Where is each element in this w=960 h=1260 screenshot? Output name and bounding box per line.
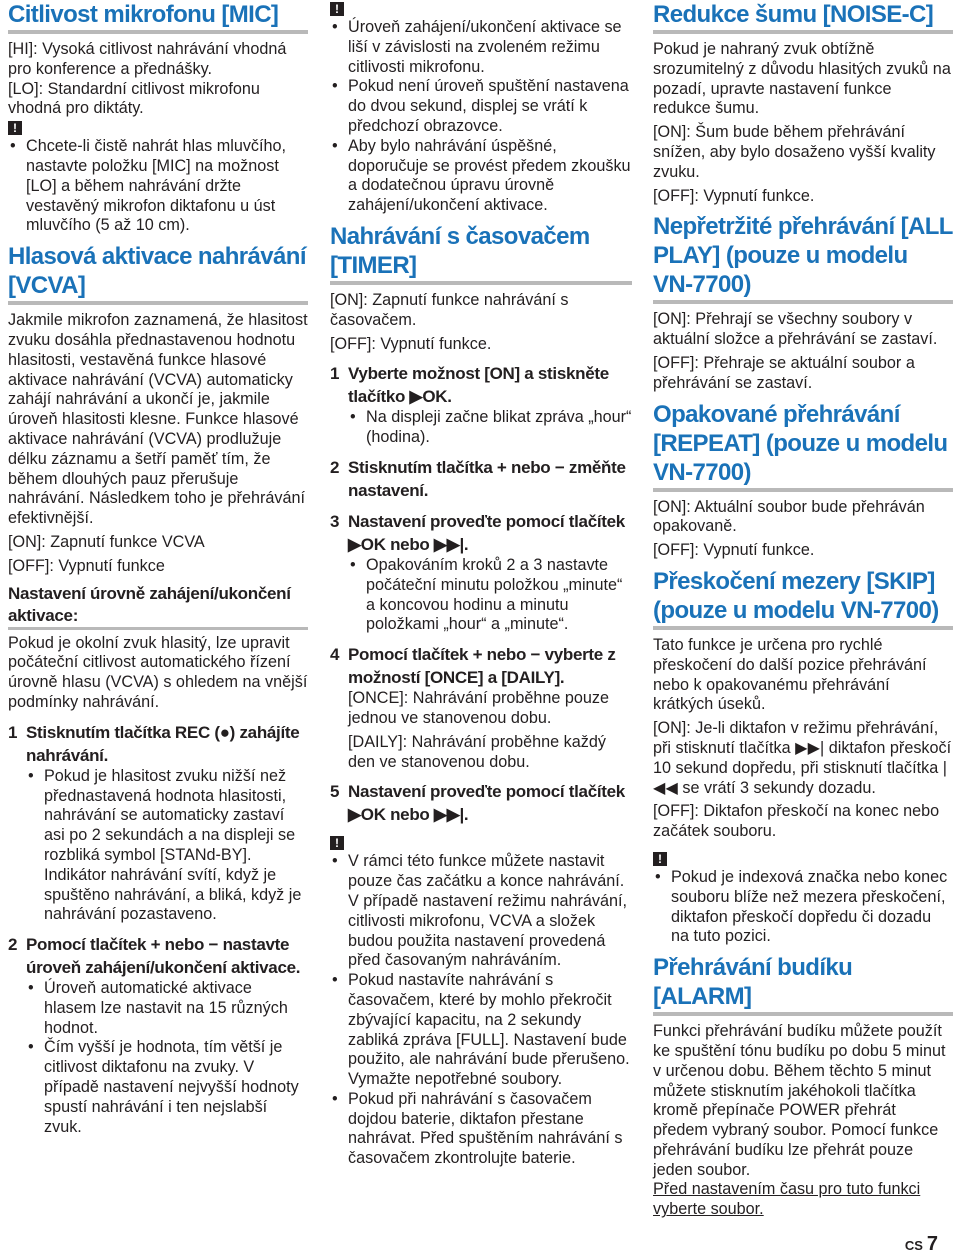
paragraph: [ON]: Zapnutí funkce VCVA [8, 532, 205, 551]
section-title-mic: Citlivost mikrofonu [MIC] [8, 1, 279, 28]
paragraph: [ON]: Aktuální soubor bude přehráván opakovaně. [653, 497, 925, 536]
title-rule [8, 301, 308, 305]
section-title-allplay: Nepřetržité přehrávání [ALL PLAY] (pouze u modelu VN-7700) [653, 213, 953, 299]
paragraph: [OFF]: Vypnutí funkce. [653, 541, 815, 560]
list-item: • Úroveň automatické aktivace hlasem lze nastavit na 15 různých hodnot. [26, 979, 308, 1038]
step-text: Vyberte možnost [ON] a stiskněte tlačítko ▶OK. [348, 364, 609, 407]
paragraph: [OFF]: Přehraje se aktuální soubor a přehrávání se zastaví. [653, 353, 915, 392]
step-number: 1 [330, 364, 340, 384]
step-notes [330, 556, 632, 635]
title-rule [8, 30, 308, 34]
section-title-noise: Redukce šumu [NOISE-C] [653, 1, 934, 28]
step-number: 5 [330, 782, 340, 802]
paragraph: [ONCE]: Nahrávání proběhne pouze jednou ve stanovenou dobu. [348, 689, 609, 727]
step-number: 2 [8, 935, 18, 955]
title-rule [653, 488, 953, 492]
paragraph: [DAILY]: Nahrávání proběhne každý den ve stanovenou dobu. [348, 732, 606, 771]
paragraph [653, 1180, 953, 1220]
step [8, 933, 308, 979]
step-text: Nastavení proveďte pomocí tlačítek ▶OK nebo ▶▶|. [348, 782, 625, 825]
step [8, 721, 308, 767]
title-rule [653, 626, 953, 630]
paragraph: Pokud je okolní zvuk hlasitý, lze upravit počáteční citlivost automatického řízení úrovně hlasu (VCVA) s ohledem na vnější podmínky nahrávání. [8, 633, 308, 711]
paragraph: Jakmile mikrofon zaznamená, že hlasitost zvuku dosáhla přednastavenou hodnotu hlasitosti, vestavěná funkce hlasové aktivace nahrávání (VCVA) automaticky zahájí nahrávání a ukončí je, jakmile úroveň hlasitosti klesne. Funkce hlasové aktivace nahrávání (VCVA) prodlužuje délku záznamu a šetří paměť tím, že během dlouhých pauz přerušuje nahrávání. Následkem toho je přehrávání efektivnější. [8, 311, 308, 528]
step-notes [8, 979, 308, 1137]
section-title-skip: Přeskočení mezery [SKIP] (pouze u modelu VN-7700) [653, 567, 939, 624]
title-rule [330, 281, 632, 285]
list-item: • Čím vyšší je hodnota, tím větší je citlivost diktafonu na zvuky. V případě nastavení nejvyšší hodnoty spustí nahrávání i ten nejslabší zvuk. [26, 1038, 308, 1137]
step-text: Nastavení proveďte pomocí tlačítek ▶OK nebo ▶▶|. [348, 511, 625, 554]
paragraph: [OFF]: Vypnutí funkce [8, 556, 165, 575]
note-list [653, 868, 953, 947]
step-notes [330, 408, 632, 448]
step-number: 4 [330, 645, 340, 665]
paragraph: [OFF]: Diktafon přeskočí na konec nebo začátek souboru. [653, 802, 940, 841]
step-text: Pomocí tlačítek + nebo − vyberte z možností [ONCE] a [DAILY]. [348, 645, 616, 688]
note-list [330, 18, 632, 216]
step [330, 510, 632, 556]
language-code: CS [904, 1238, 923, 1253]
section-title-timer: Nahrávání s časovačem [TIMER] [330, 222, 590, 279]
list-item: • Pokud je indexová značka nebo konec souboru blíže než mezera přeskočení, diktafon přeskočí dopředu či dozadu na tuto pozici. [653, 868, 953, 947]
paragraph: [LO]: Standardní citlivost mikrofonu vhodná pro diktáty. [8, 79, 260, 118]
section-title-alarm: Přehrávání budíku [ALARM] [653, 954, 853, 1011]
page-number [905, 1233, 938, 1256]
paragraph: Pokud je nahraný zvuk obtížně srozumitelný z důvodu hlasitých zvuků na pozadí, upravte nastavení funkce redukce šumu. [653, 40, 951, 118]
title-rule [653, 30, 953, 34]
note-list [330, 852, 632, 1169]
step-text: Stisknutím tlačítka + nebo − změňte nastavení. [348, 457, 626, 500]
title-rule [653, 1012, 953, 1016]
subheading-rule [8, 627, 308, 630]
underlined-text: Před nastavením času pro tuto funkci vyberte soubor. [653, 1180, 921, 1219]
paragraph: [ON]: Je-li diktafon v režimu přehrávání, při stisknutí tlačítka ▶▶| diktafon přeskočí 10 sekund dopředu, při stisknutí tlačítka |◀◀ se vrátí 3 sekundy dozadu. [653, 719, 952, 797]
paragraph: [OFF]: Vypnutí funkce. [653, 186, 815, 205]
warning-icon: ! [330, 836, 344, 850]
paragraph: [HI]: Vysoká citlivost nahrávání vhodná pro konference a přednášky. [8, 40, 287, 78]
step [330, 643, 632, 689]
note-list [8, 137, 308, 236]
column-left [8, 0, 308, 1137]
section-title-vcva: Hlasová aktivace nahrávání [VCVA] [8, 243, 306, 300]
column-right [653, 0, 953, 1220]
list-item: • Úroveň zahájení/ukončení aktivace se liší v závislosti na zvoleném režimu citlivosti mikrofonu. [330, 18, 632, 77]
list-item: • Pokud není úroveň spuštění nastavena do dvou sekund, displej se vrátí k předchozí obrazovce. [330, 77, 632, 136]
list-item: • Pokud při nahrávání s časovačem dojdou baterie, diktafon přestane nahrávat. Před spuštěním nahrávání s časovačem zkontrolujte baterie. [330, 1090, 632, 1169]
step-number: 3 [330, 511, 340, 531]
warning-icon: ! [653, 852, 667, 866]
step-notes [8, 767, 308, 925]
step-text: Pomocí tlačítek + nebo − nastavte úroveň zahájení/ukončení aktivace. [26, 935, 301, 978]
title-rule [653, 300, 953, 304]
warning-icon: ! [330, 2, 344, 16]
list-item: • Aby bylo nahrávání úspěšné, doporučuje se provést předem zkoušku a dodatečnou úpravu úrovně zahájení/ukončení aktivace. [330, 137, 632, 216]
paragraph: [OFF]: Vypnutí funkce. [330, 334, 492, 353]
step [330, 362, 632, 408]
paragraph: [ON]: Šum bude během přehrávání snížen, aby bylo dosaženo vyšší kvality zvuku. [653, 123, 936, 181]
column-middle [330, 0, 632, 1169]
list-item: • V rámci této funkce můžete nastavit pouze čas začátku a konce nahrávání. V případě nastavení režimu nahrávání, citlivosti mikrofonu, VCVA a složek budou použita nastavení provedená před časovaným nahráváním. [330, 852, 632, 971]
step-text: Stisknutím tlačítka REC (●) zahájíte nahrávání. [26, 722, 300, 765]
paragraph: [ON]: Přehrají se všechny soubory v aktuální složce a přehrávání se zastaví. [653, 310, 938, 349]
paragraph: Tato funkce je určena pro rychlé přeskočení do další pozice přehrávání nebo k opakovanému přehrávání krátkých úseků. [653, 635, 927, 714]
page-number-value: 7 [926, 1233, 938, 1255]
section-title-repeat: Opakované přehrávání [REPEAT] (pouze u modelu VN-7700) [653, 400, 948, 486]
subheading: Nastavení úrovně zahájení/ukončení aktivace: [8, 583, 291, 625]
list-item: • Na displeji začne blikat zpráva „hour“ (hodina). [348, 408, 632, 448]
list-item: • Pokud je hlasitost zvuku nižší než přednastavená hodnota hlasitosti, nahrávání se automaticky zastaví asi po 2 sekundách a na displeji se rozbliká symbol [STANd-BY]. Indikátor nahrávání svítí, když je spuštěno nahrávání, a bliká, když je nahrávání pozastaveno. [26, 767, 308, 925]
step [330, 456, 632, 502]
list-item: • Chcete-li čistě nahrát hlas mluvčího, nastavte položku [MIC] na možnost [LO] a během nahrávání držte vestavěný mikrofon diktafonu u úst mluvčího (5 až 10 cm). [8, 137, 308, 236]
step-number: 2 [330, 457, 340, 477]
list-item: • Pokud nastavíte nahrávání s časovačem, které by mohlo překročit zbývající kapacitu, na 2 sekundy zabliká zpráva [FULL]. Nastavení bude použito, ale nahrávání bude přerušeno. Vymažte nepotřebné soubory. [330, 971, 632, 1090]
paragraph: Funkci přehrávání budíku můžete použít ke spuštění tónu budíku po dobu 5 minut v určenou dobu. Během těchto 5 minut můžete stisknutím jakéhokoli tlačítka kromě přepínače POWER přehrát předem vybraný soubor. Pomocí funkce přehrávání budíku lze přehrát pouze jeden soubor. [653, 1022, 946, 1179]
warning-icon: ! [8, 121, 22, 135]
step [330, 780, 632, 826]
paragraph: [ON]: Zapnutí funkce nahrávání s časovačem. [330, 290, 569, 329]
list-item: • Opakováním kroků 2 a 3 nastavte počáteční minutu položkou „minute“ a koncovou hodinu a minutu položkami „hour“ a „minute“. [348, 556, 632, 635]
step-number: 1 [8, 722, 18, 742]
